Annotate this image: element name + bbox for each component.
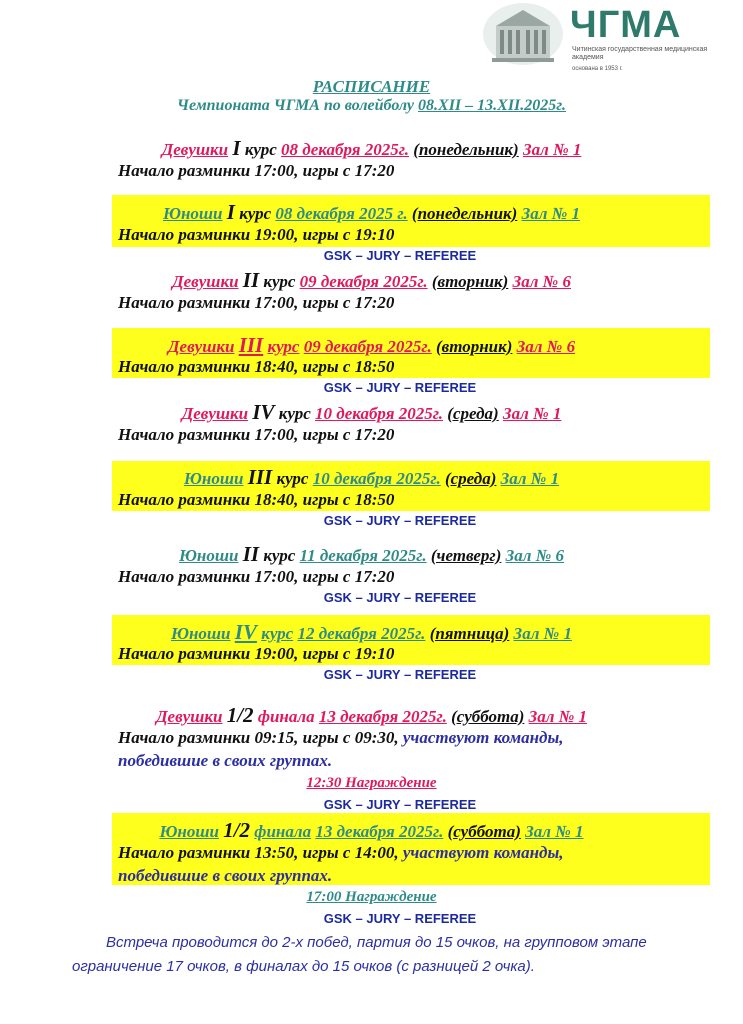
participants-note: участвуют команды, (398, 843, 564, 862)
hall-number: Зал № 1 (528, 707, 588, 726)
academy-logo (482, 0, 722, 78)
hall-number: Зал № 1 (500, 469, 560, 488)
course-number: IV (252, 400, 275, 424)
rules-line-1: Встреча проводится до 2-х побед, партия до 15 очков, на групповом этапе (106, 934, 647, 951)
group-name: Юноши (171, 624, 231, 643)
course-word: курс (239, 204, 272, 223)
rules-note (72, 931, 712, 979)
course-number: I (226, 200, 235, 224)
award-time: 12:30 Награждение (306, 775, 437, 791)
course-number: IV (234, 620, 257, 644)
schedule-heading (0, 703, 743, 728)
course-number: 1/2 (223, 818, 251, 842)
course-number: II (242, 542, 260, 566)
start-time: Начало разминки 17:00, игры с 17:20 (118, 293, 395, 312)
weekday: (суббота) (447, 822, 521, 841)
start-time: Начало разминки 18:40, игры с 18:50 (118, 490, 395, 509)
group-name: Девушки (161, 140, 229, 159)
gsk-label: GSK – JURY – REFEREE (323, 797, 477, 812)
group-name: Юноши (159, 822, 219, 841)
hall-number: Зал № 1 (525, 822, 584, 841)
start-time: Начало разминки 19:00, игры с 19:10 (118, 225, 395, 244)
event-date: 08 декабря 2025 г. (275, 204, 408, 223)
weekday: (среда) (447, 404, 499, 423)
course-number: III (238, 333, 264, 357)
event-date: 10 декабря 2025г. (312, 469, 441, 488)
gsk-label: GSK – JURY – REFEREE (323, 513, 477, 528)
start-time: Начало разминки 17:00, игры с 17:20 (118, 161, 395, 180)
hall-number: Зал № 6 (505, 546, 565, 565)
gsk-label: GSK – JURY – REFEREE (323, 667, 477, 682)
gsk-label: GSK – JURY – REFEREE (323, 911, 477, 926)
group-name: Девушки (172, 272, 239, 291)
weekday: (понедельник) (411, 204, 518, 223)
group-name: Юноши (162, 204, 223, 223)
hall-number: Зал № 1 (522, 140, 582, 159)
logo-title: ЧГМА (570, 4, 682, 46)
event-date: 09 декабря 2025г. (303, 337, 432, 356)
hall-number: Зал № 1 (502, 404, 562, 423)
course-number: II (242, 268, 260, 292)
hall-number: Зал № 6 (516, 337, 576, 356)
rules-line-2: ограничение 17 очков, в финалах до 15 очков (с разницей 2 очка). (72, 958, 535, 975)
schedule-heading (0, 268, 743, 293)
hall-number: Зал № 1 (521, 204, 581, 223)
logo-subtitle: Читинская государственная медицинская академия (572, 46, 708, 61)
course-word: курс (267, 337, 300, 356)
weekday: (вторник) (431, 272, 509, 291)
weekday: (вторник) (435, 337, 513, 356)
academy-building-icon (482, 2, 564, 66)
hall-number: Зал № 1 (513, 624, 572, 643)
subtitle-prefix: Чемпионата ЧГМА по волейболу (177, 97, 419, 114)
start-time (118, 843, 564, 863)
course-number: III (247, 465, 273, 489)
course-word: финала (257, 707, 315, 726)
award-time: 17:00 Награждение (306, 889, 437, 905)
participants-note: участвуют команды, (398, 728, 564, 747)
start-time-text: Начало разминки 09:15, игры с 09:30, (118, 728, 399, 747)
start-time: Начало разминки 18:40, игры с 18:50 (118, 357, 395, 376)
event-date: 09 декабря 2025г. (299, 272, 428, 291)
course-number: 1/2 (226, 703, 254, 727)
course-word: курс (278, 404, 311, 423)
schedule-heading (0, 542, 743, 567)
schedule-heading (0, 465, 743, 490)
course-word: курс (263, 272, 296, 291)
course-number: I (232, 136, 241, 160)
hall-number: Зал № 6 (512, 272, 571, 291)
start-time: Начало разминки 17:00, игры с 17:20 (118, 425, 395, 444)
gsk-label: GSK – JURY – REFEREE (323, 380, 477, 395)
event-date: 08 декабря 2025г. (281, 140, 410, 159)
weekday: (четверг) (430, 546, 502, 565)
participants-note-cont: победившие в своих группах. (118, 751, 333, 770)
group-name: Девушки (167, 337, 235, 356)
schedule-heading (0, 136, 743, 161)
event-date: 10 декабря 2025г. (315, 404, 444, 423)
event-date: 11 декабря 2025г. (299, 546, 427, 565)
schedule-heading (0, 200, 743, 225)
course-word: курс (261, 624, 294, 643)
course-word: курс (244, 140, 277, 159)
event-date: 12 декабря 2025г. (297, 624, 426, 643)
group-name: Юноши (178, 546, 239, 565)
weekday: (пятница) (429, 624, 510, 643)
participants-note-cont: победившие в своих группах. (118, 866, 333, 885)
start-time-text: Начало разминки 13:50, игры с 14:00, (118, 843, 399, 862)
gsk-label: GSK – JURY – REFEREE (323, 590, 477, 605)
subtitle-dates: 08.XII – 13.XII.2025г. (418, 97, 566, 114)
start-time: Начало разминки 17:00, игры с 17:20 (118, 567, 395, 586)
schedule-heading (0, 400, 743, 425)
start-time: Начало разминки 19:00, игры с 19:10 (118, 644, 395, 663)
page-title: РАСПИСАНИЕ (312, 77, 431, 96)
course-word: курс (263, 546, 296, 565)
group-name: Девушки (155, 707, 223, 726)
page-subtitle (0, 97, 743, 115)
start-time (118, 728, 564, 748)
logo-founded: основана в 1953 г. (572, 66, 623, 72)
weekday: (суббота) (451, 707, 525, 726)
event-date: 13 декабря 2025г. (315, 822, 444, 841)
gsk-label: GSK – JURY – REFEREE (323, 248, 477, 263)
weekday: (понедельник) (413, 140, 519, 159)
event-date: 13 декабря 2025г. (318, 707, 447, 726)
course-word: финала (254, 822, 312, 841)
course-word: курс (276, 469, 309, 488)
group-name: Юноши (183, 469, 244, 488)
group-name: Девушки (181, 404, 249, 423)
schedule-heading (0, 818, 743, 843)
schedule-heading (0, 333, 743, 358)
weekday: (среда) (444, 469, 497, 488)
schedule-heading (0, 620, 743, 645)
